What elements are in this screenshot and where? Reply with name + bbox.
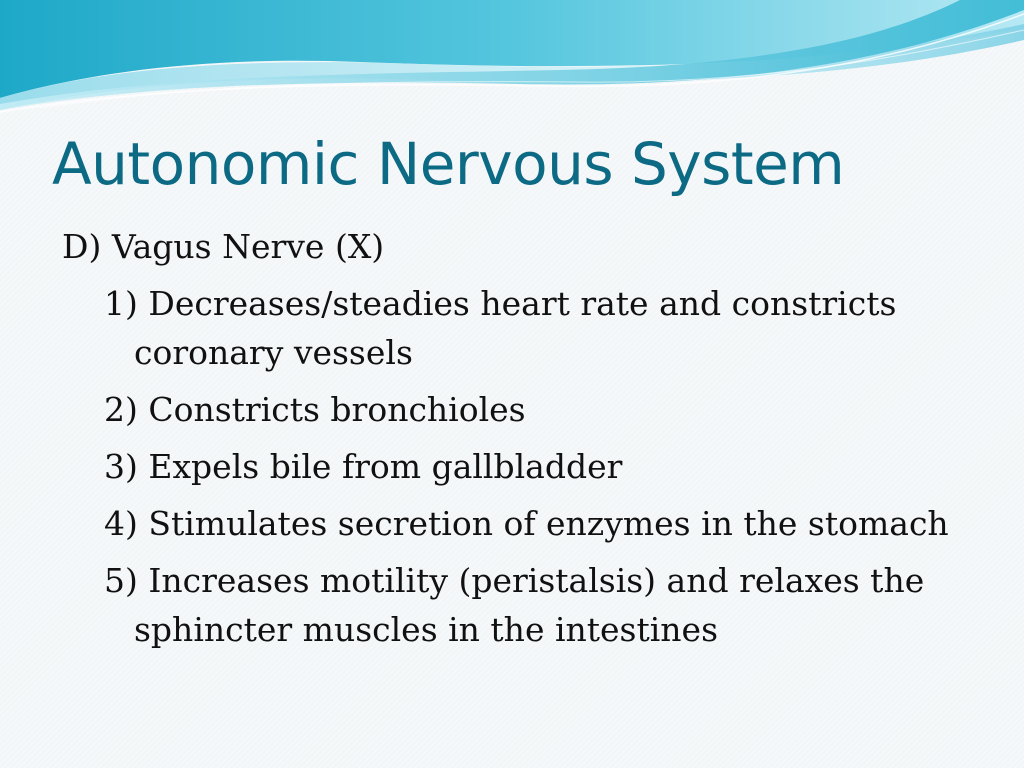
list-item: 2) Constricts bronchioles xyxy=(104,390,526,429)
list-item: 5) Increases motility (peristalsis) and relaxes the sphincter muscles in the intestines xyxy=(104,561,925,649)
subheading: D) Vagus Nerve (X) xyxy=(62,227,385,266)
slide-body xyxy=(62,222,962,662)
slide-title: Autonomic Nervous System xyxy=(52,130,845,198)
list-item: 1) Decreases/steadies heart rate and constricts coronary vessels xyxy=(104,284,897,372)
list-item: 3) Expels bile from gallbladder xyxy=(104,447,623,486)
decorative-wave-banner xyxy=(0,0,1024,130)
list-item: 4) Stimulates secretion of enzymes in the stomach xyxy=(104,504,949,543)
